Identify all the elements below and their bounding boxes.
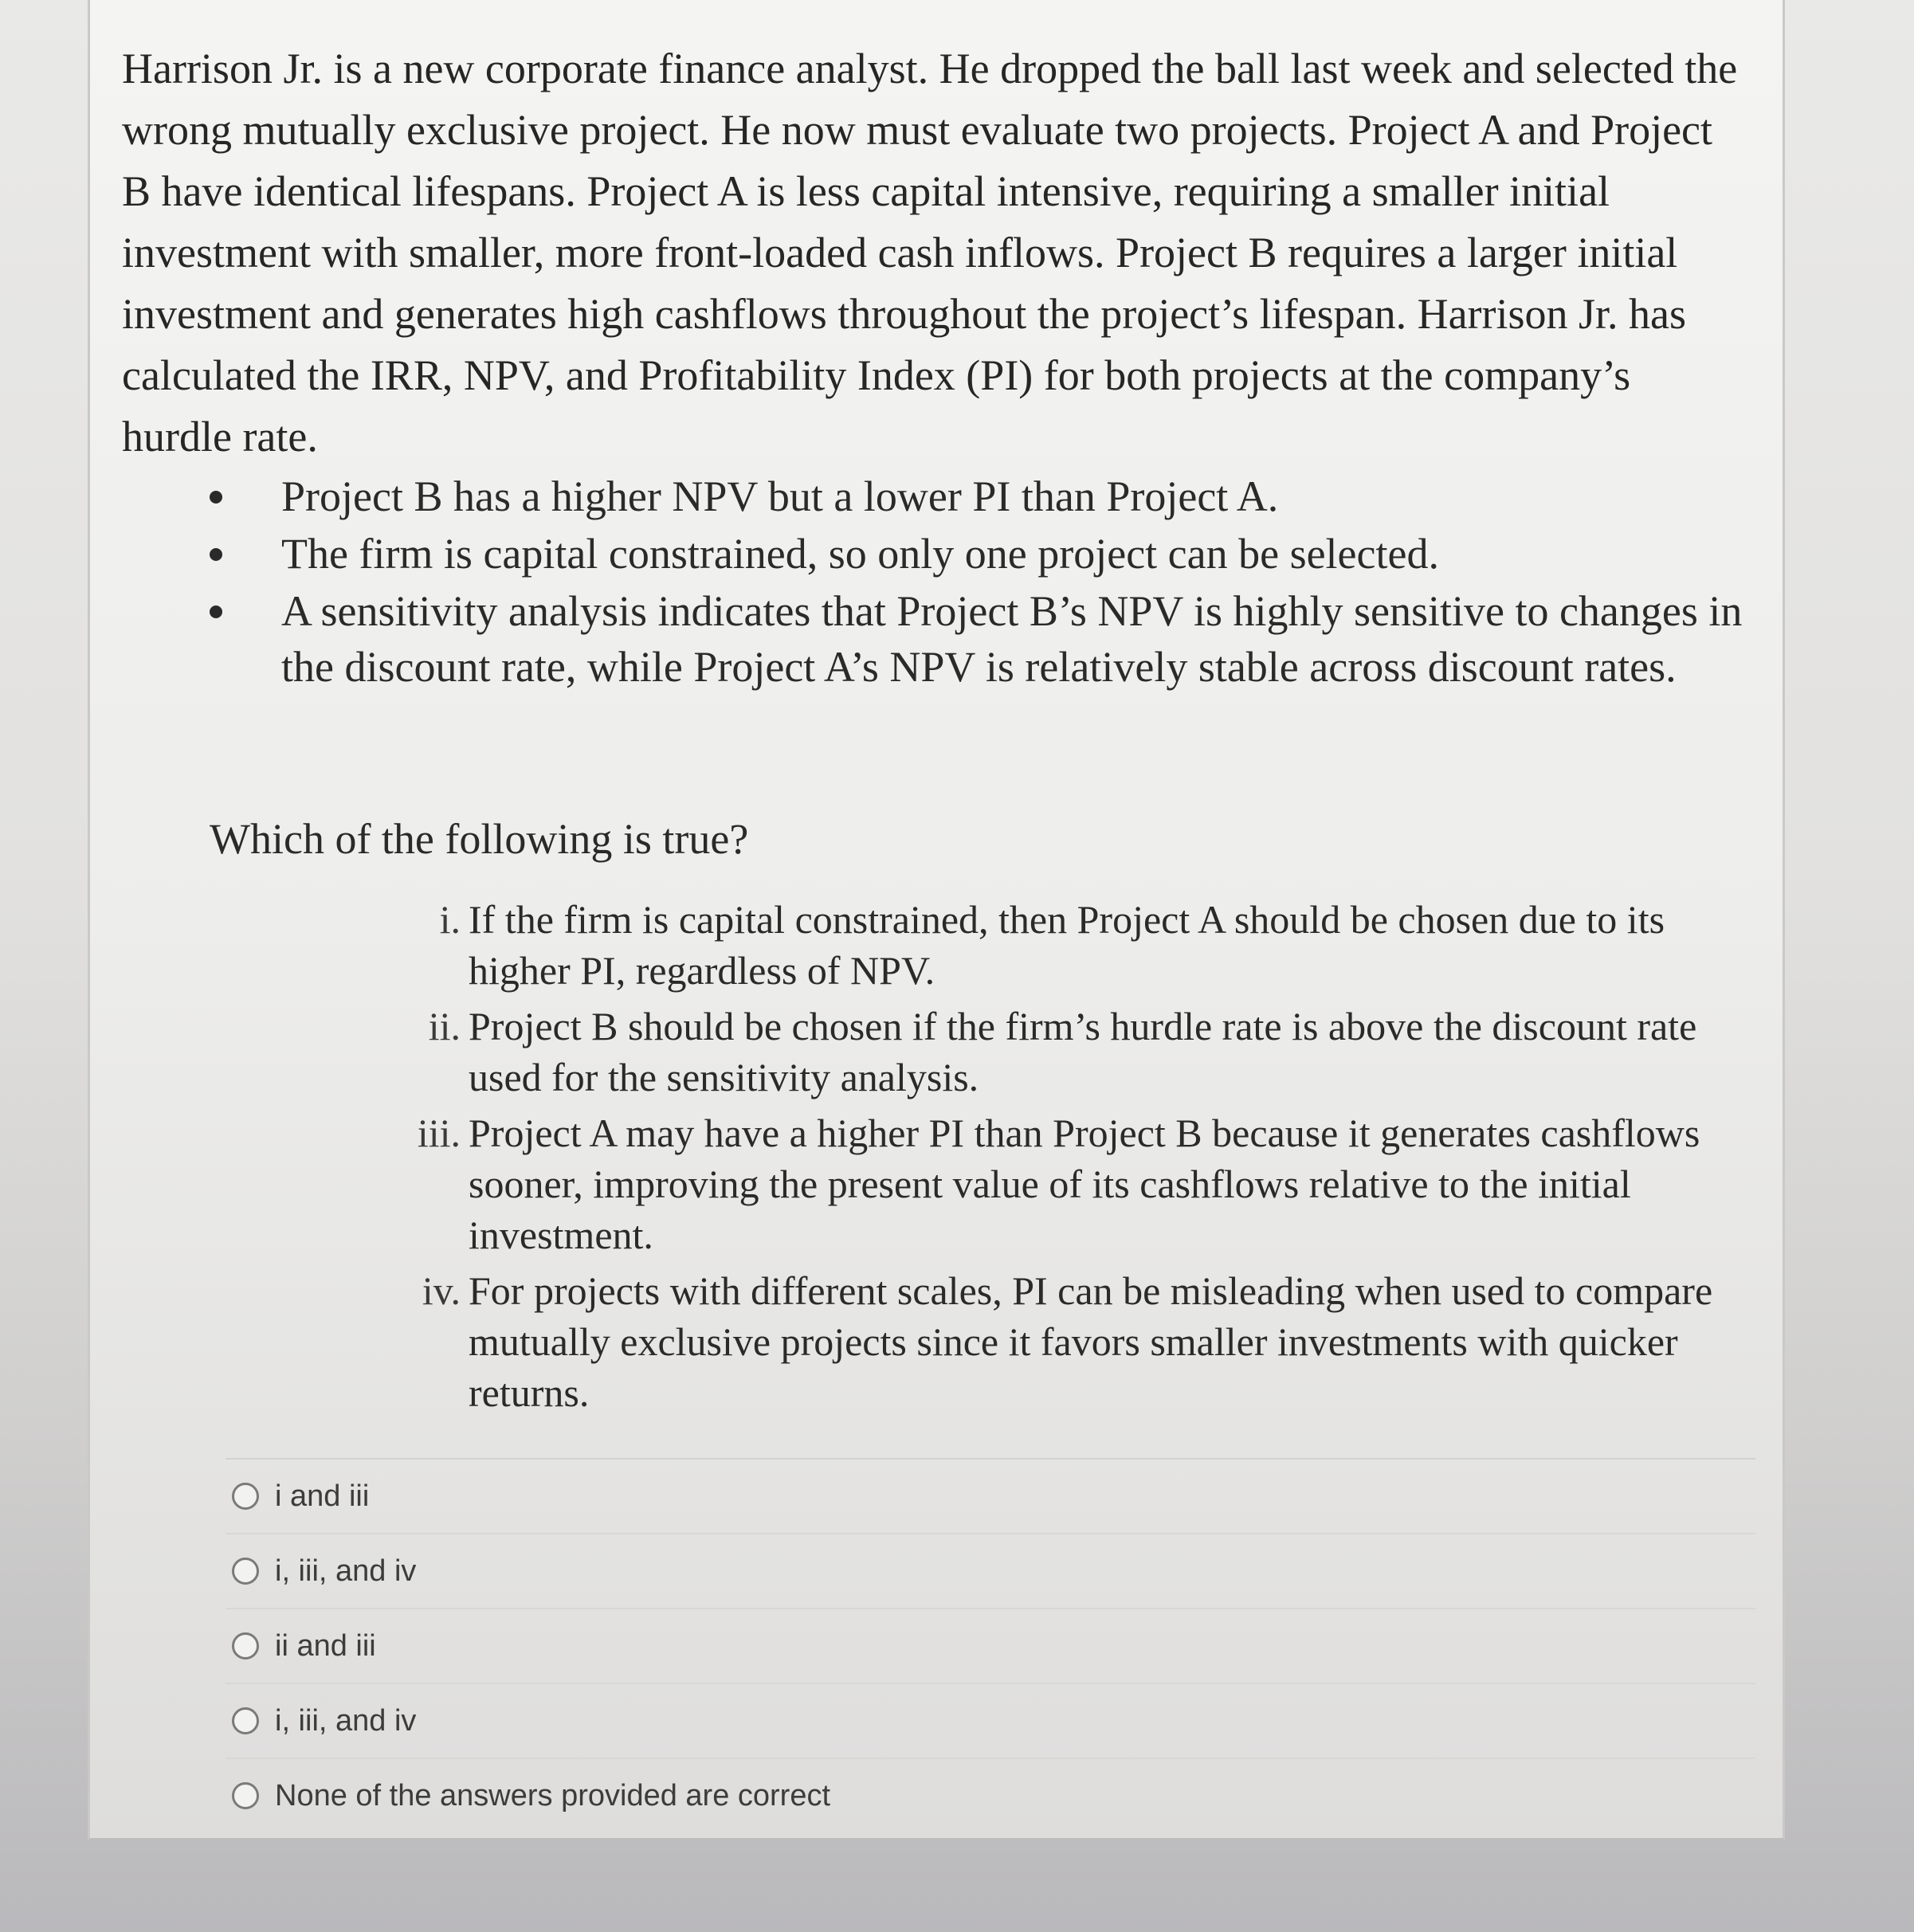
radio-button[interactable] [232,1483,259,1510]
answer-label: None of the answers provided are correct [275,1778,831,1812]
statements-list [401,894,1771,1423]
statement-text: Project B should be chosen if the firm’s hurdle rate is above the discount rate used for the sensitivity analysis. [469,1004,1697,1099]
answer-label: i, iii, and iv [275,1554,417,1588]
question-card [88,0,1785,1840]
radio-button[interactable] [232,1558,259,1585]
radio-button[interactable] [232,1707,259,1734]
statement-item [401,1265,1771,1418]
fact-item [210,583,1771,695]
answer-option-5[interactable] [226,1758,1755,1832]
statement-item [401,1001,1771,1103]
answer-label: i, iii, and iv [275,1703,417,1738]
answer-options [226,1458,1755,1832]
question-prompt: Which of the following is true? [210,815,749,863]
question-stem [122,38,1747,468]
bullet-icon [210,605,222,618]
answer-label: i and iii [275,1479,370,1513]
answer-label: ii and iii [275,1628,376,1663]
statement-text: Project A may have a higher PI than Project B because it generates cashflows sooner, improving the present value of its cashflows relative to the initial investment. [469,1111,1700,1257]
bullet-icon [210,491,222,504]
statement-number: ii. [428,1004,461,1048]
statement-item [401,1107,1771,1260]
fact-item [210,526,1771,582]
radio-button[interactable] [232,1632,259,1660]
fact-text: Project B has a higher NPV but a lower PI than Project A. [281,472,1279,520]
statement-number: iv. [422,1268,461,1313]
statement-number: i. [439,897,461,942]
fact-item [210,468,1771,524]
answer-option-3[interactable] [226,1608,1755,1683]
answer-option-4[interactable] [226,1683,1755,1758]
answer-option-1[interactable] [226,1458,1755,1533]
radio-button[interactable] [232,1782,259,1809]
statement-number: iii. [417,1111,461,1155]
fact-text: A sensitivity analysis indicates that Project B’s NPV is highly sensitive to changes in the discount rate, while Project A’s NPV is relatively stable across discount rates. [281,587,1743,691]
fact-text: The firm is capital constrained, so only one project can be selected. [281,530,1439,578]
question-paragraph: Harrison Jr. is a new corporate finance analyst. He dropped the ball last week and selected the wrong mutually exclusive project. He now must evaluate two projects. Project A and Project B have identical lifespans. Project A is less capital intensive, requiring a smaller initial investment with smaller, more front-loaded cash inflows. Project B requires a larger initial investment and generates high cashflows throughout the project’s lifespan. Harrison Jr. has calculated the IRR, NPV, and Profitability Index (PI) for both projects at the company’s hurdle rate. [122,45,1738,460]
answer-option-2[interactable] [226,1533,1755,1608]
statement-text: If the firm is capital constrained, then Project A should be chosen due to its higher PI, regardless of NPV. [469,897,1665,993]
statement-item [401,894,1771,996]
statement-text: For projects with different scales, PI can be misleading when used to compare mutually exclusive projects since it favors smaller investments with quicker returns. [469,1268,1713,1415]
facts-list [210,468,1771,696]
bullet-icon [210,548,222,561]
